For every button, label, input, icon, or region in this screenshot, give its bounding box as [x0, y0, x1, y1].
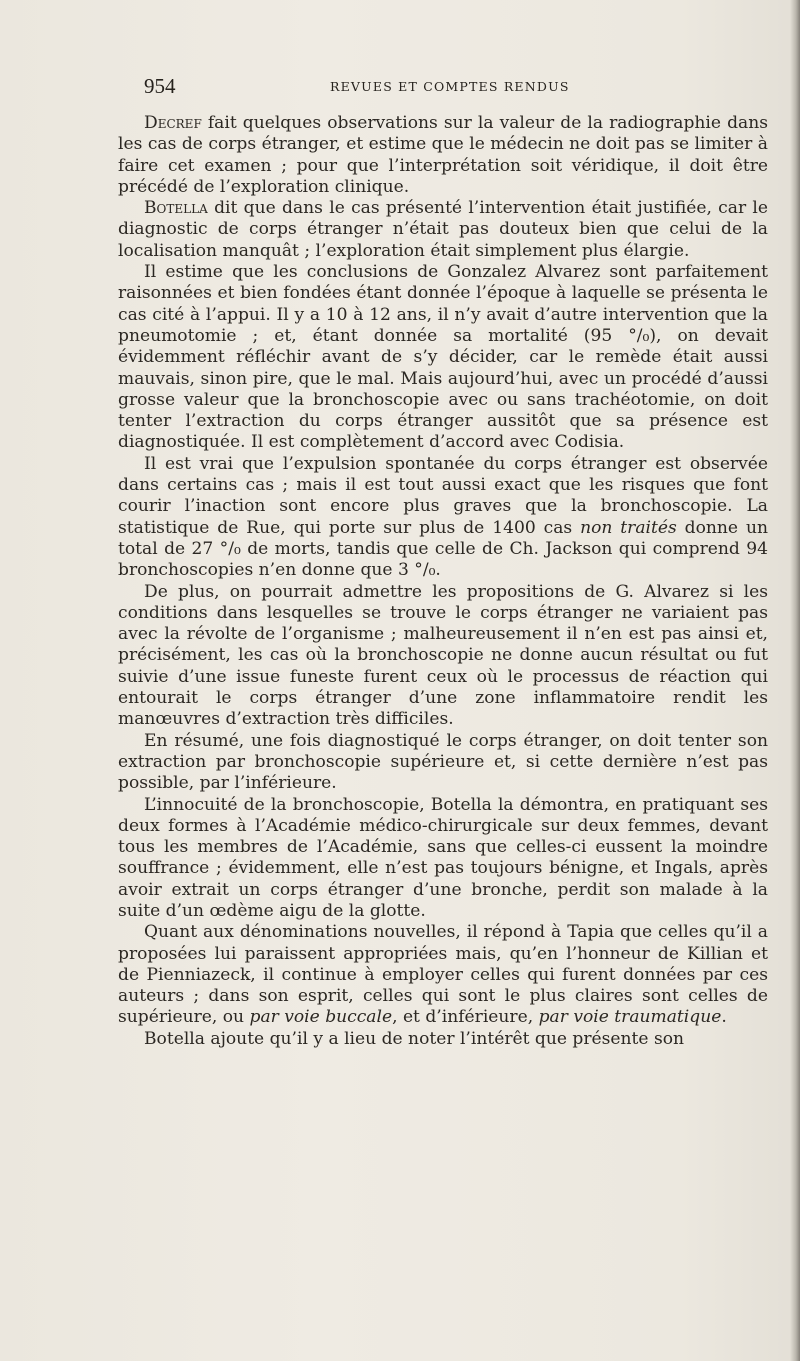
paragraph-text: fait quelques observations sur la valeur de la radiographie dans les cas de corps étranger, et estime que le médecin ne doit pas se limiter à faire cet examen ; pour que l’interprétation soit véridique, il doit être précédé de l’exploration clinique. — [118, 113, 768, 197]
paragraph-denominations — [118, 922, 768, 1028]
paragraph-botella — [118, 198, 768, 262]
paragraph-text: donne un total de 27 °/₀ de morts, tandis que celle de Ch. Jackson qui comprend 94 bronchoscopies n’en donne que 3 °/₀. — [118, 517, 768, 581]
paragraph-conclusions: Il estime que les conclusions de Gonzalez Alvarez sont parfaitement raisonnées et bien fondées étant donnée l’époque à laquelle se présenta le cas cité à l’appui. Il y a 10 à 12 ans, il n’y avait d’autre intervention que la pneumotomie ; et, étant donnée sa mortalité (95 °/₀), on devait évidemment réfléchir avant de s’y décider, car le remède était aussi mauvais, sinon pire, que le mal. Mais aujourd’hui, avec un procédé d’aussi grosse valeur que la bronchoscopie avec ou sans trachéotomie, on doit tenter l’extraction du corps étranger aussitôt que sa présence est diagnostiquée. Il est complètement d’accord avec Codisia. — [118, 262, 768, 453]
page-number: 954 — [144, 74, 176, 98]
paragraph-propositions: De plus, on pourrait admettre les propositions de G. Alvarez si les conditions dans lesquelles se trouve le corps étranger ne variaient pas avec la révolte de l’organisme ; malheureusement il n’en est pas ainsi et, précisément, les cas où la bronchoscopie ne donne aucun résultat ou fut suivie d’une issue funeste furent ceux où le processus de réaction qui entourait le corps étranger d’une zone inflammatoire rendit les manœuvres d’extraction très difficiles. — [118, 581, 768, 730]
speaker-name: Botella — [144, 198, 208, 219]
paragraph-text: . — [721, 1007, 727, 1028]
paragraph-closing: Botella ajoute qu’il y a lieu de noter l’intérêt que présente son — [144, 1028, 685, 1049]
page-edge-shadow — [790, 0, 800, 1361]
paragraph-text: , et d’inférieure, — [392, 1007, 539, 1028]
speaker-name: Decref — [144, 113, 202, 133]
page-header — [144, 74, 764, 102]
paragraph-text: Quant aux dénominations nouvelles, il répond à Tapia que celles qu’il a proposées lui paraissent appropriées mais, qu’en l’honneur de Killian et de Pienniazeck, il continue à employer celles qui furent données par ces auteurs ; dans son esprit, celles qui sont le plus claires sont celles de supérieure, ou — [118, 922, 768, 1028]
italic-phrase: par voie buccale — [249, 1007, 393, 1028]
paragraph-decref — [118, 113, 768, 198]
paragraph-statistics — [118, 454, 768, 582]
italic-phrase: par voie traumatique — [538, 1007, 722, 1028]
paragraph-innocuity: L’innocuité de la bronchoscopie, Botella la démontra, en pratiquant ses deux formes à l’Académie médico-chirurgicale sur deux femmes, devant tous les membres de l’Académie, sans que celles-ci eussent la moindre souffrance ; évidemment, elle n’est pas toujours bénigne, et Ingals, après avoir extrait un corps étranger d’une bronche, perdit son malade à la suite d’un œdème aigu de la glotte. — [118, 794, 768, 921]
italic-phrase: non traités — [580, 517, 677, 538]
paragraph-text: dit que dans le cas présenté l’intervention était justifiée, car le diagnostic de corps étranger n’était pas douteux bien que celui de la localisation manquât ; l’exploration était simplement plus élargie. — [118, 198, 768, 261]
article-body — [118, 113, 768, 1050]
running-title: REVUES ET COMPTES RENDUS — [330, 79, 570, 94]
paragraph-summary: En résumé, une fois diagnostiqué le corps étranger, on doit tenter son extraction par bronchoscopie supérieure et, si cette dernière n’est pas possible, par l’inférieure. — [118, 730, 768, 794]
paragraph-text: Il est vrai que l’expulsion spontanée du corps étranger est observée dans certains cas ; mais il est tout aussi exact que les risques que font courir l’inaction sont encore plus graves que la bronchoscopie. La statistique de Rue, qui porte sur plus de 1400 cas — [118, 453, 768, 538]
